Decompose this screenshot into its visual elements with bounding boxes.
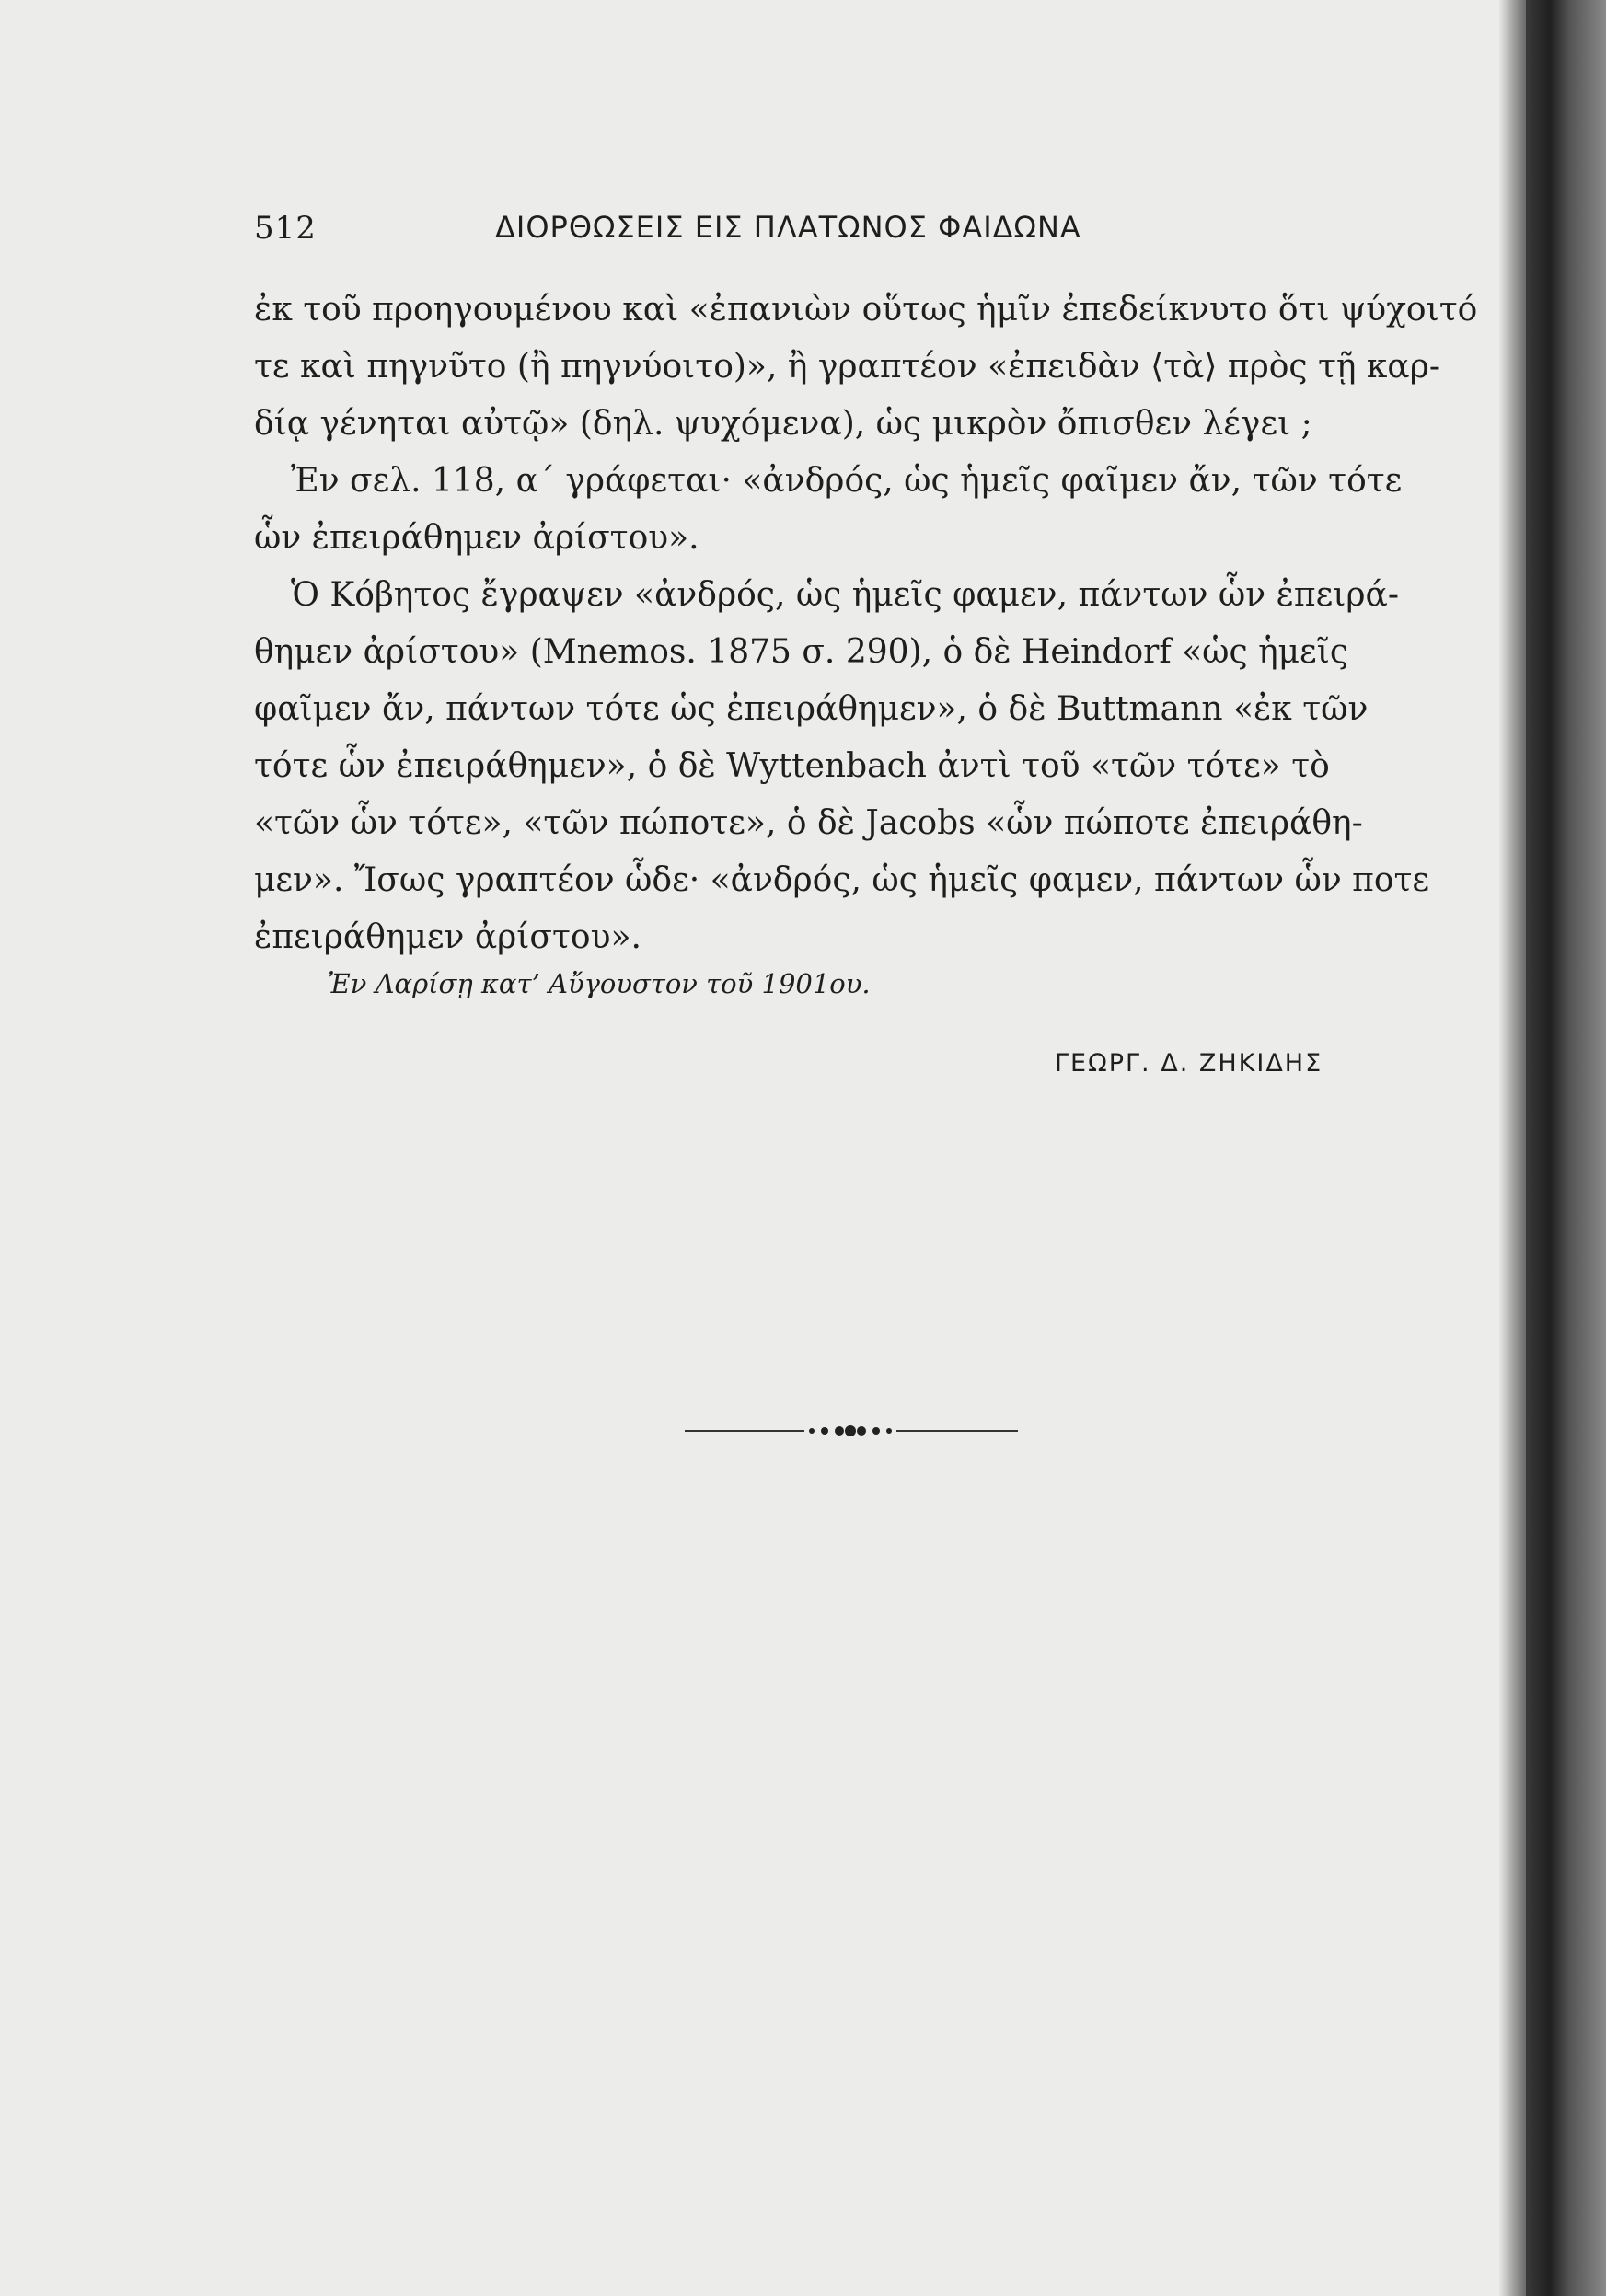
ornament-dots-icon: [804, 1424, 896, 1438]
text-line: ὧν ἐπειράθημεν ἀρίστου».: [254, 519, 699, 557]
running-title: ΔΙΟΡΘΩΣΕΙΣ ΕΙΣ ΠΛΑΤΩΝΟΣ ΦΑΙΔΩΝΑ: [495, 210, 1081, 245]
text-line: Ὁ Κόβητος ἔγραψεν «ἀνδρός, ὡς ἡμεῖς φαμεν, πάντων ὧν ἐπειρά-: [291, 576, 1399, 614]
page-number: 512: [254, 210, 317, 247]
text-line: μεν». Ἴσως γραπτέον ὧδε· «ἀνδρός, ὡς ἡμεῖς φαμεν, πάντων ὧν ποτε: [254, 861, 1430, 899]
text-line: ἐπειράθημεν ἀρίστου».: [254, 918, 641, 956]
text-line: «τῶν ὧν τότε», «τῶν πώποτε», ὁ δὲ Jacobs «ὧν πώποτε ἐπειράθη-: [254, 804, 1363, 842]
text-line: θημεν ἀρίστου» (Mnemos. 1875 σ. 290), ὁ δὲ Heindorf «ὡς ἡμεῖς: [254, 633, 1348, 671]
page-header: [254, 210, 1184, 256]
text-line: τε καὶ πηγνῦτο (ἢ πηγνύοιτο)», ἢ γραπτέον «ἐπειδὰν ⟨τὰ⟩ πρὸς τῇ καρ-: [254, 348, 1441, 386]
text-line: ἐκ τοῦ προηγουμένου καὶ «ἐπανιὼν οὕτως ἡμῖν ἐπεδείκνυτο ὅτι ψύχοιτό: [254, 291, 1478, 329]
ornament-divider: [685, 1422, 1018, 1440]
text-line: δίᾳ γένηται αὐτῷ» (δηλ. ψυχόμενα), ὡς μικρὸν ὄπισθεν λέγει ;: [254, 405, 1312, 443]
page-edge-shadow: [1498, 0, 1526, 2296]
place-date: Ἐν Λαρίσῃ κατ’ Αὔγουστον τοῦ 1901ου.: [328, 968, 871, 999]
binding-edge: [1526, 0, 1606, 2296]
text-line: φαῖμεν ἄν, πάντων τότε ὡς ἐπειράθημεν», ὁ δὲ Buttmann «ἐκ τῶν: [254, 690, 1369, 728]
text-line: Ἐν σελ. 118, α΄ γράφεται· «ἀνδρός, ὡς ἡμεῖς φαῖμεν ἄν, τῶν τότε: [291, 462, 1403, 500]
text-line: τότε ὧν ἐπειράθημεν», ὁ δὲ Wyttenbach ἀντὶ τοῦ «τῶν τότε» τὸ: [254, 747, 1330, 785]
body-text: [254, 282, 1478, 966]
author-signature: ΓΕΩΡΓ. Δ. ΖΗΚΙΔΗΣ: [1055, 1049, 1323, 1078]
